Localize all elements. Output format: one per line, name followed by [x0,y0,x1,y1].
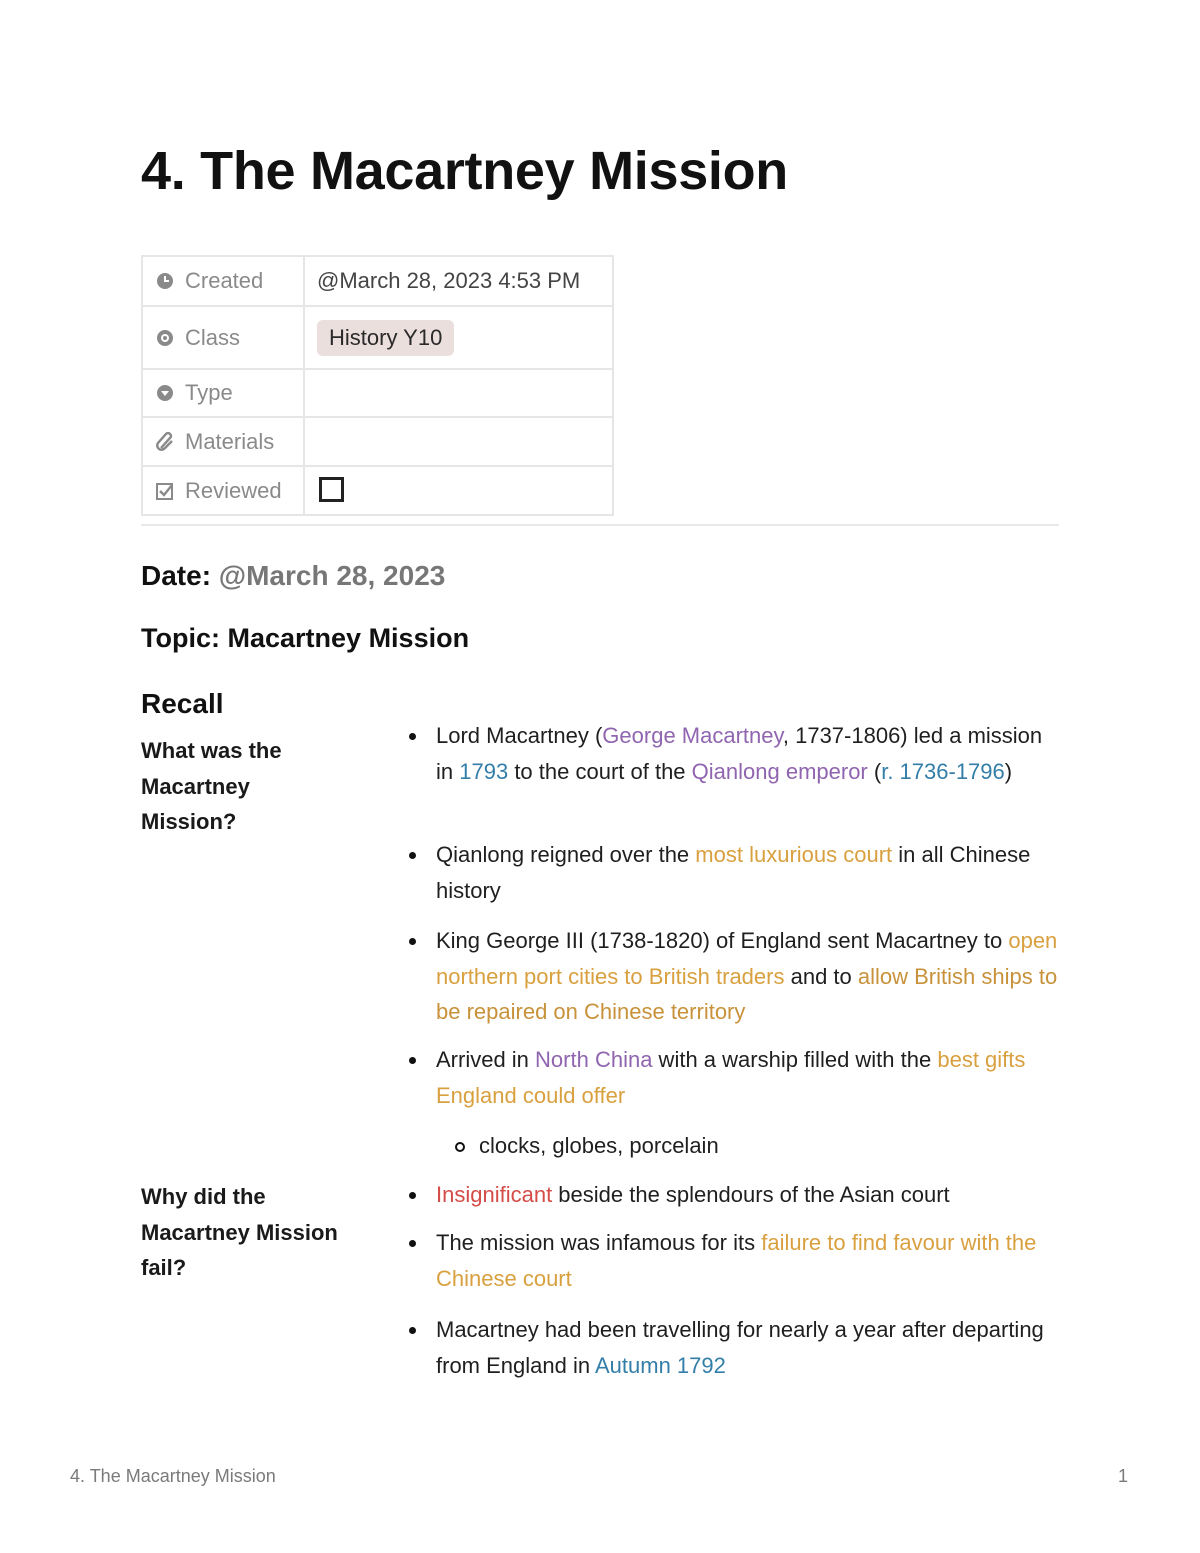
paperclip-icon [155,432,175,452]
type-value[interactable] [304,369,613,417]
properties-table [141,255,614,516]
property-label: Reviewed [185,477,282,503]
footer-title: 4. The Macartney Mission [70,1466,276,1486]
date-label: Date: [141,560,212,591]
sub-list-item: clocks, globes, porcelain [479,1128,1059,1164]
date-line [141,560,445,592]
property-row-type [142,369,613,417]
recall-question: Why did the Macartney Mission fail? [141,1184,338,1280]
list-item: Arrived in North China with a warship filled with the best gifts England could offer [436,1042,1061,1113]
property-row-class [142,306,613,369]
topic-label: Topic: [141,623,220,653]
divider [141,524,1059,526]
reviewed-checkbox[interactable] [319,477,344,502]
class-value-cell[interactable] [304,306,613,369]
property-label: Created [185,268,264,293]
reviewed-value-cell [304,466,613,515]
property-label: Class [185,324,241,350]
property-row-reviewed [142,466,613,515]
topic-value: Macartney Mission [227,623,470,653]
recall-heading: Recall [141,688,224,719]
materials-value[interactable] [304,417,613,466]
page-number: 1 [1117,1466,1128,1486]
select-icon [155,328,175,348]
list-item: King George III (1738-1820) of England sent Macartney to open northern port cities to British traders and to allow British ships to be repaired on Chinese territory [436,923,1061,1030]
property-row-materials [142,417,613,466]
date-mention[interactable]: @March 28, 2023 [218,560,446,591]
checkbox-property-icon [155,481,175,501]
property-label: Materials [185,428,275,454]
property-key-class[interactable] [142,306,304,369]
created-value[interactable]: @March 28, 2023 4:53 PM [304,256,613,306]
list-item: Insignificant beside the splendours of the Asian court [436,1177,1061,1213]
list-item: Lord Macartney (George Macartney, 1737-1806) led a mission in 1793 to the court of the Qianlong emperor (r. 1736-1796) [436,718,1061,789]
property-row-created [142,256,613,306]
class-tag[interactable]: History Y10 [317,320,454,356]
page-title: 4. The Macartney Mission [141,141,788,201]
property-key-materials[interactable] [142,417,304,466]
property-key-reviewed[interactable] [142,466,304,515]
list-item: Macartney had been travelling for nearly a year after departing from England in Autumn 1792 [436,1312,1061,1383]
list-item: Qianlong reigned over the most luxurious court in all Chinese history [436,837,1061,908]
clock-icon [155,271,175,291]
list-item: The mission was infamous for its failure to find favour with the Chinese court [436,1225,1061,1296]
property-key-created[interactable] [142,256,304,306]
recall-question: What was the Macartney Mission? [141,738,282,834]
topic-line [141,623,469,654]
property-key-type[interactable] [142,369,304,417]
property-label: Type [185,380,233,405]
select-icon [155,383,175,403]
